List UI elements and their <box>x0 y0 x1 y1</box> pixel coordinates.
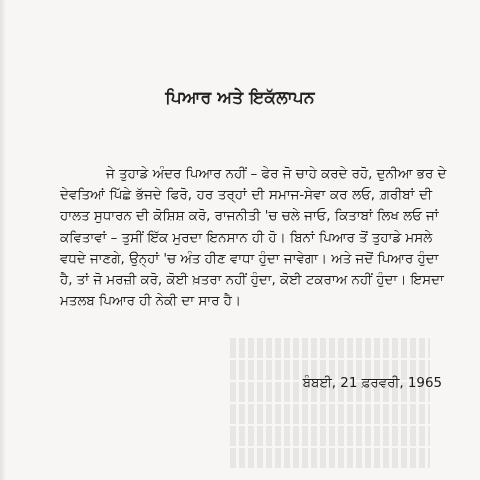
page-gutter-shadow <box>0 0 6 480</box>
show-through-text <box>230 338 430 478</box>
paragraph-line: ਦੇਵਤਿਆਂ ਪਿੱਛੇ ਭੱਜਦੇ ਫਿਰੋ, ਹਰ ਤਰ੍ਹਾਂ ਦੀ ਸਮਾਜ-ਸੇਵਾ ਕਰ ਲਓ, ਗ਼ਰੀਬਾਂ ਦੀ <box>60 188 432 204</box>
body-paragraph <box>60 164 447 312</box>
chapter-title: ਪਿਆਰ ਅਤੇ ਇਕੱਲਾਪਨ <box>165 88 315 108</box>
paragraph-line: ਜੇ ਤੁਹਾਡੇ ਅੰਦਰ ਪਿਆਰ ਨਹੀਂ – ਫੇਰ ਜੋ ਚਾਹੇ ਕਰਦੇ ਰਹੋ, ਦੁਨੀਆ ਭਰ ਦੇ <box>106 167 447 182</box>
paragraph-line: ਹਾਲਤ ਸੁਧਾਰਨ ਦੀ ਕੋਸ਼ਿਸ਼ ਕਰੋ, ਰਾਜਨੀਤੀ 'ਚ ਚਲੇ ਜਾਓ, ਕਿਤਾਬਾਂ ਲਿਖ ਲਓ ਜਾਂ <box>60 209 439 225</box>
place-date-signature: ਬੰਬਈ, 21 ਫ਼ਰਵਰੀ, 1965 <box>302 376 442 391</box>
paragraph-line: ਵਧਦੇ ਜਾਣਗੇ, ਉਨ੍ਹਾਂ 'ਚ ਅੰਤ ਹੀਣ ਵਾਧਾ ਹੁੰਦਾ ਜਾਵੇਗਾ। ਅਤੇ ਜਦੋਂ ਪਿਆਰ ਹੁੰਦਾ <box>60 251 439 267</box>
paragraph-line: ਹੈ, ਤਾਂ ਜੋ ਮਰਜ਼ੀ ਕਰੋ, ਕੋਈ ਖ਼ਤਰਾ ਨਹੀਂ ਹੁੰਦਾ, ਕੋਈ ਟਕਰਾਅ ਨਹੀਂ ਹੁੰਦਾ। ਇਸਦਾ <box>60 273 444 289</box>
paragraph-line: ਮਤਲਬ ਪਿਆਰ ਹੀ ਨੇਕੀ ਦਾ ਸਾਰ ਹੈ। <box>60 294 241 310</box>
paragraph-line: ਕਵਿਤਾਵਾਂ – ਤੁਸੀਂ ਇੱਕ ਮੁਰਦਾ ਇਨਸਾਨ ਹੀ ਹੋ। ਬਿਨਾਂ ਪਿਆਰ ਤੋਂ ਤੁਹਾਡੇ ਮਸਲੇ <box>60 230 433 246</box>
